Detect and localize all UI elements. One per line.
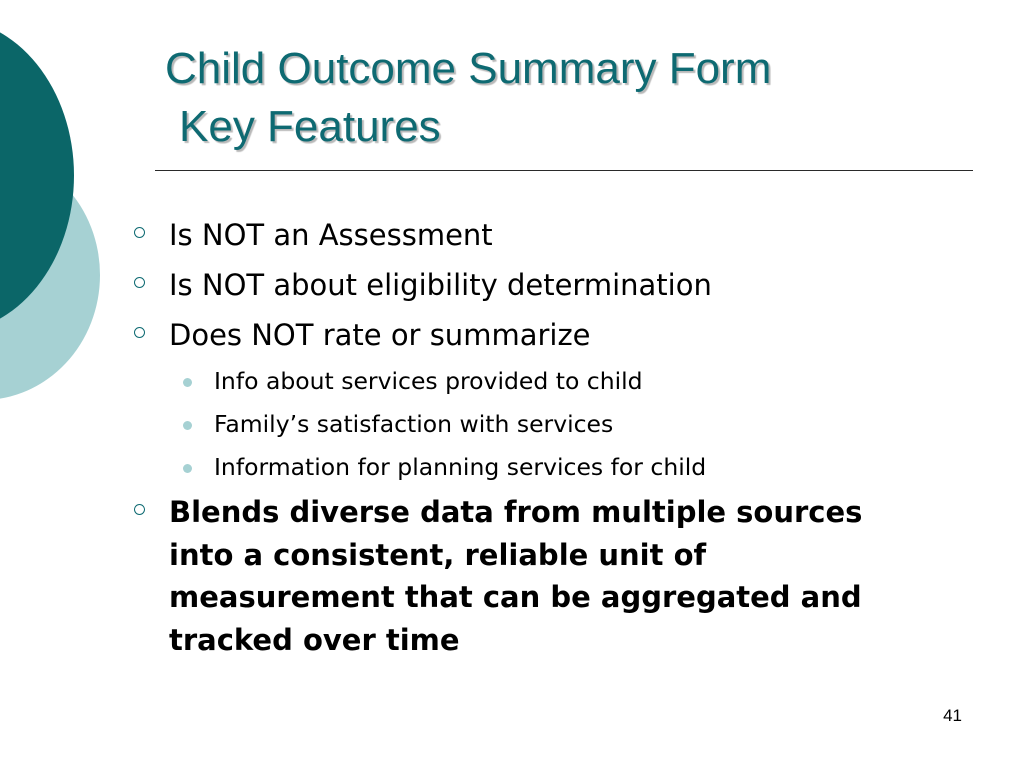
title-divider [155,170,973,171]
bullet-text: Is NOT an Assessment [169,218,493,252]
bullet-item-emphasized [130,491,890,661]
sub-bullet-item [130,403,890,446]
sub-bullet-text: Family’s satisfaction with services [214,410,614,438]
title-line-2: Key Features [179,102,441,151]
title-line-1: Child Outcome Summary Form [165,44,772,93]
hollow-circle-bullet-icon [134,277,145,288]
bullet-item [130,310,890,360]
hollow-circle-bullet-icon [134,227,145,238]
bullet-item [130,210,890,260]
filled-dot-bullet-icon [183,378,192,387]
bullet-text: Does NOT rate or summarize [169,318,591,352]
filled-dot-bullet-icon [183,421,192,430]
sub-bullet-item [130,446,890,489]
slide-title [165,40,771,156]
bullet-item [130,260,890,310]
filled-dot-bullet-icon [183,464,192,473]
bullet-text: Is NOT about eligibility determination [169,268,712,302]
bullet-text: Blends diverse data from multiple sources into a consistent, reliable unit of measurement that can be aggregated and tracked over time [169,495,863,657]
sub-bullet-item [130,360,890,403]
bullet-list [130,210,890,661]
hollow-circle-bullet-icon [134,504,145,515]
page-number: 41 [943,706,962,725]
sub-bullet-text: Information for planning services for child [214,453,707,481]
sub-bullet-text: Info about services provided to child [214,367,643,395]
hollow-circle-bullet-icon [134,327,145,338]
